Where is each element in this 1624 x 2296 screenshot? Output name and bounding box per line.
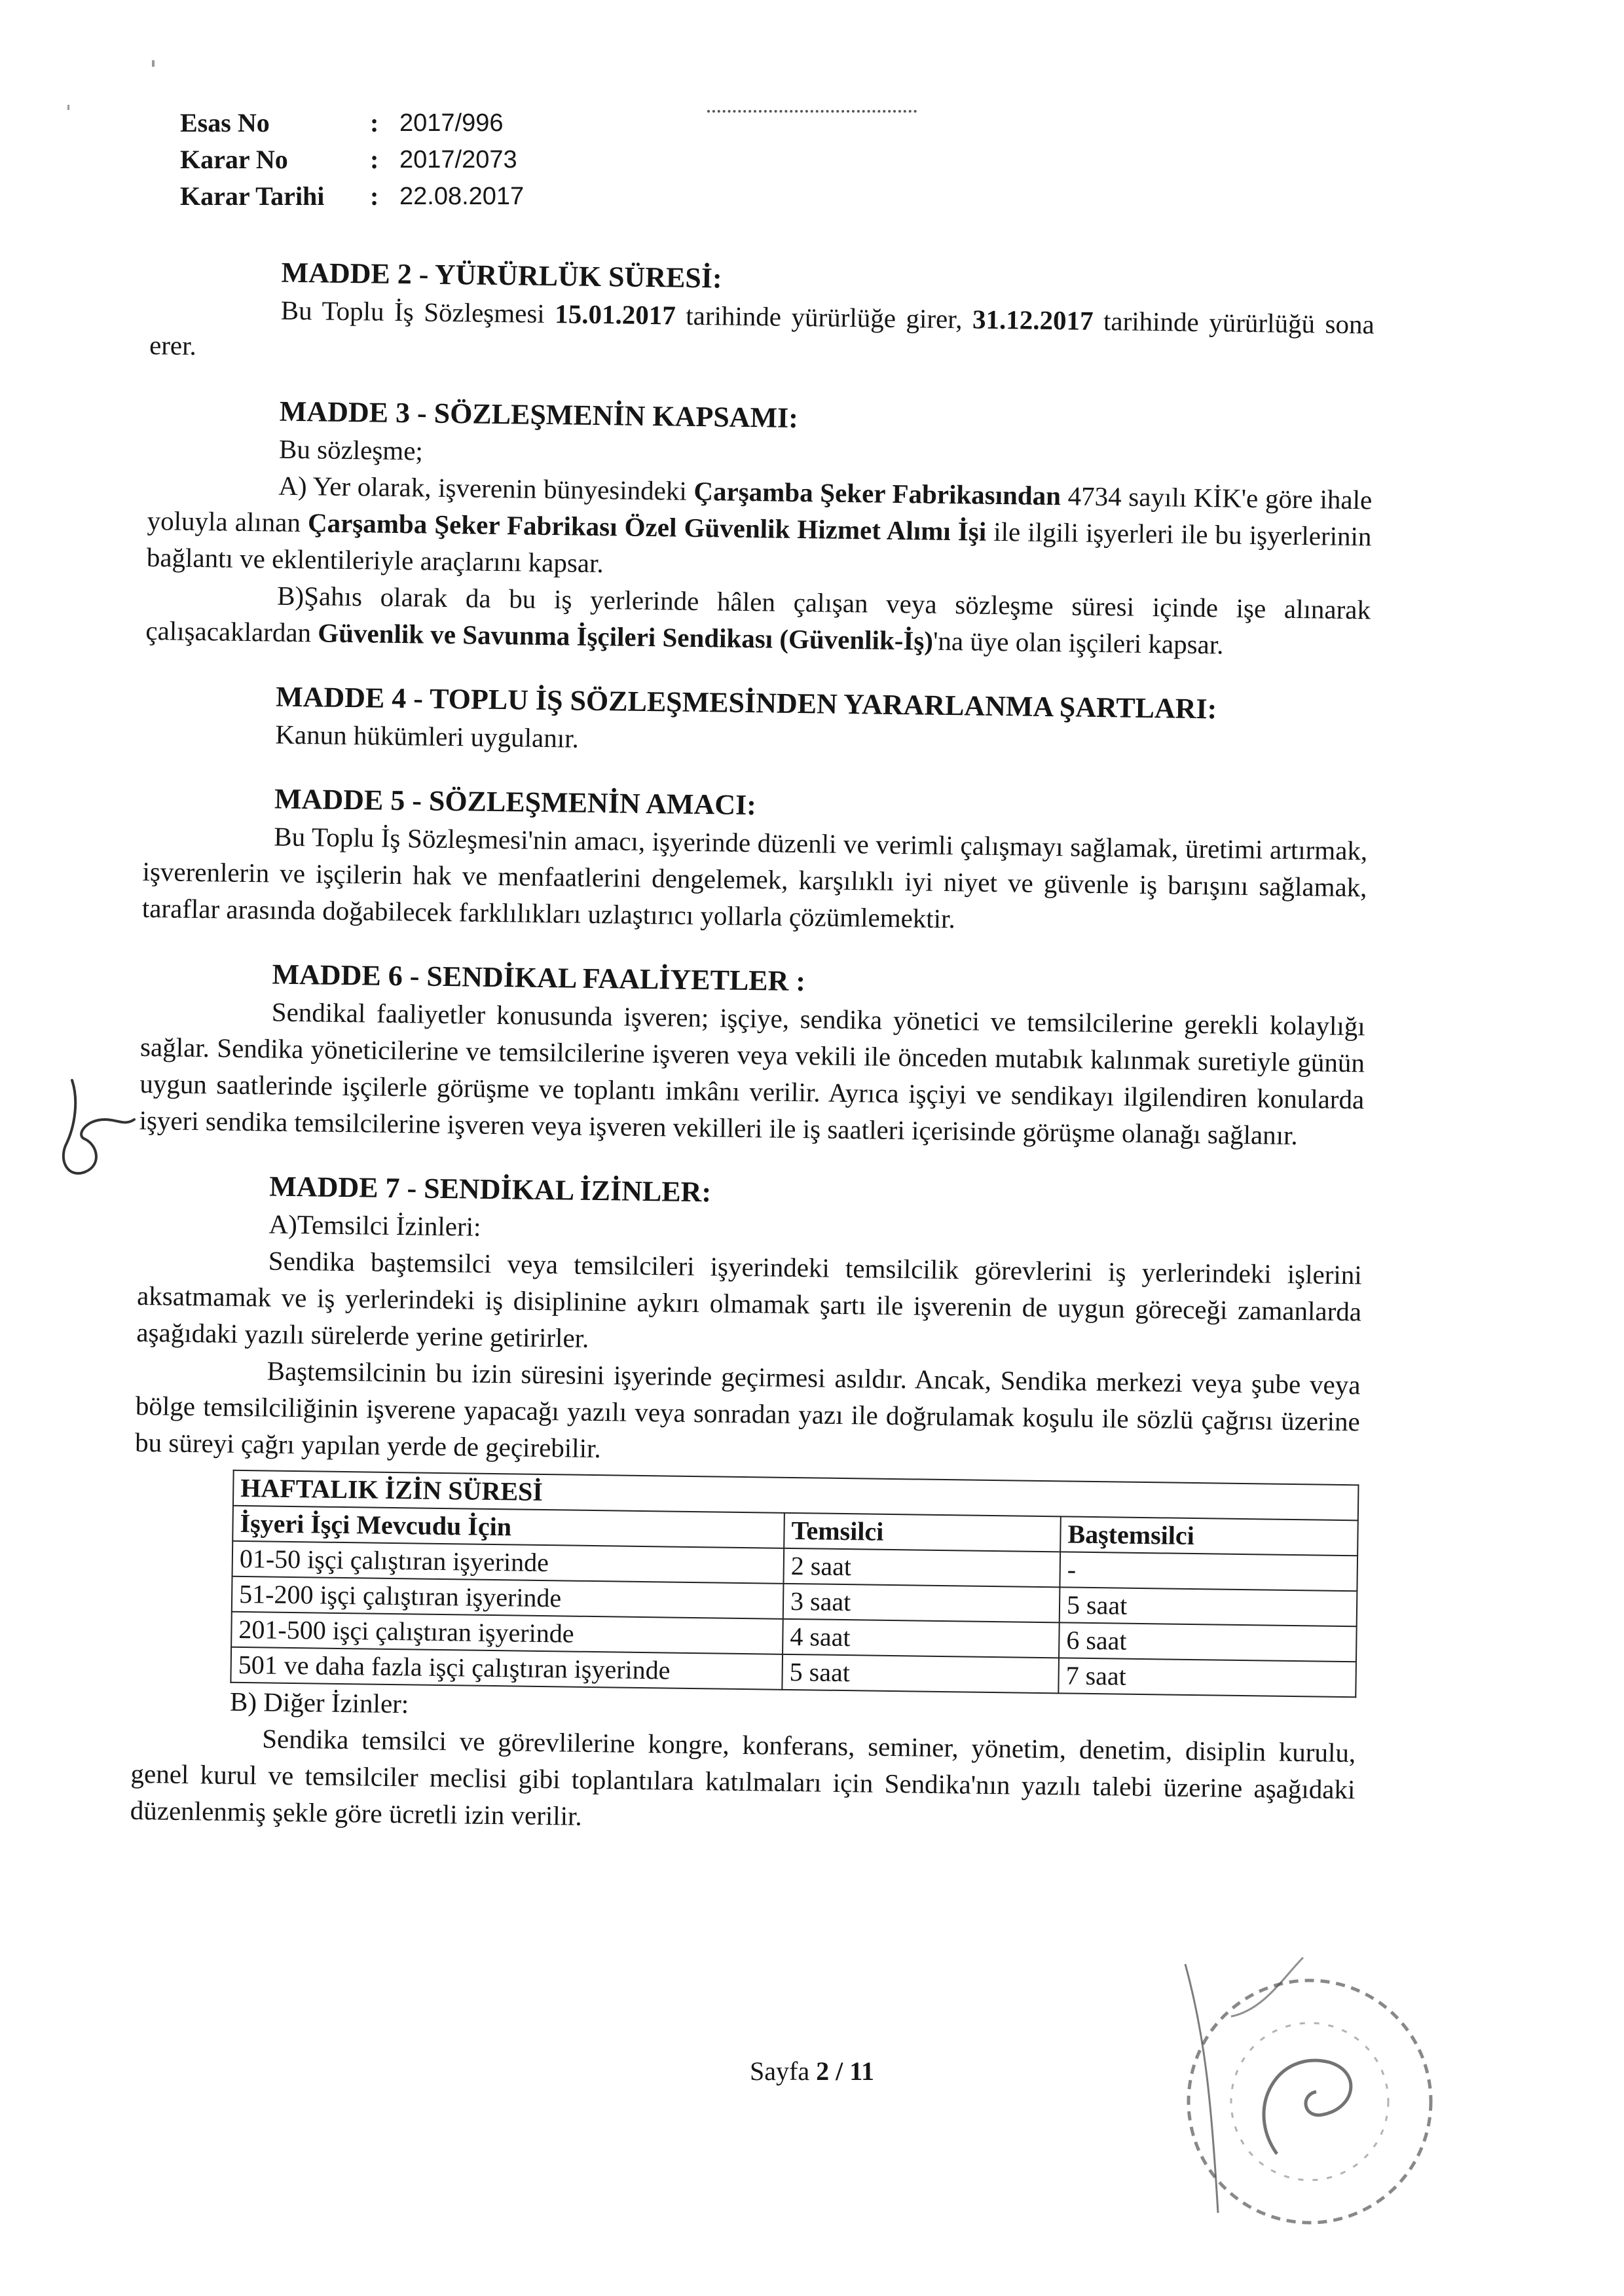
text-run: B)Şahıs olarak da bu iş yerlerinde hâlen çalışan veya sözleşme süresi içinde işe alınarak çalışacaklardan [145,580,1371,648]
header-representative: Temsilci [784,1513,1061,1552]
table-title: HAFTALIK İZİN SÜRESİ [233,1470,1359,1520]
table-cell: 5 saat [1060,1587,1357,1626]
article-3-a [147,465,1373,591]
table-cell: 7 saat [1058,1658,1356,1697]
article-6 [139,954,1366,1154]
karar-no-value: 2017/2073 [399,146,517,173]
separator: : [370,108,379,137]
table-cell: 51-200 işçi çalıştıran işyerinde [232,1576,784,1619]
page-footer [0,2056,1624,2086]
bold-run: Güvenlik ve Savunma İşçileri Sendikası (Güvenlik-İş) [318,617,934,656]
text-run: tarihinde yürürlüğü sona erer. [149,305,1375,361]
scan-mark [67,105,69,110]
header-chief-representative: Baştemsilci [1060,1516,1358,1556]
case-meta [180,105,524,215]
esas-no-label: Esas No [180,108,270,137]
table-cell: 501 ve daha fazla işçi çalıştıran işyerinde [231,1647,783,1690]
karar-no-label: Karar No [180,145,288,174]
article-7-p3: Sendika temsilci ve görevlilerine kongre, konferans, seminer, yönetim, denetim, disiplin kurulu, genel kurul ve temsilciler meclisi gibi toplantılara katılmaları için Sendika'nın yazılı talebi üzerine aşağıdaki düzenlenmiş şekle göre ücretli izin verilir. [130,1723,1356,1831]
scan-scratch [707,110,917,115]
table-cell: 4 saat [783,1619,1060,1658]
article-4-title: MADDE 4 - TOPLU İŞ SÖZLEŞMESİNDEN YARARLANMA ŞARTLARI: [275,680,1217,725]
article-7-sub-a: A)Temsilci İzinleri: [268,1209,481,1242]
article-3-intro: Bu sözleşme; [278,433,424,466]
table-cell: 201-500 işçi çalıştıran işyerinde [231,1612,783,1654]
article-7-p1: Sendika baştemsilci veya temsilcileri işyerindeki temsilcilik görevlerini iş yerlerindeki işlerini aksatmamak ve iş yerlerindeki iş disiplinine aykırı olmamak şartı ile işverenin de uygun göreceği zamanlarda aşağıdaki yazılı sürelerde yerine getirirler. [136,1245,1363,1353]
page-number: 2 / 11 [816,2056,874,2086]
table-cell: - [1060,1552,1357,1591]
article-3-b [145,575,1371,665]
union-stamp [1113,1938,1480,2239]
table-cell: 3 saat [783,1584,1060,1623]
text-run: tarihinde yürürlüğe girer, [675,300,973,335]
karar-tarihi-value: 22.08.2017 [399,183,525,210]
text-run: 4734 sayılı KİK'e göre ihale yoluyla alınan [147,481,1373,538]
end-date: 31.12.2017 [972,304,1094,336]
table-cell: 6 saat [1059,1622,1357,1662]
article-2-text [149,290,1375,379]
article-3-title: MADDE 3 - SÖZLEŞMENİN KAPSAMI: [279,395,799,434]
karar-tarihi-label: Karar Tarihi [180,181,325,211]
bold-run: Çarşamba Şeker Fabrikasından [693,475,1061,511]
leave-table-wrapper [230,1470,1359,1698]
article-7-sub-b: B) Diğer İzinler: [229,1686,409,1719]
article-2 [149,252,1375,379]
text-run: Bu Toplu İş Sözleşmesi [280,295,555,329]
page-label: Sayfa [750,2056,817,2086]
text-run: ile ilgili işyerleri ile bu işyerlerinin bağlantı ve eklentileriyle araçlarını kapsar. [146,516,1372,579]
document-body [130,252,1375,1844]
karar-tarihi-row [180,178,524,215]
text-run: 'na üye olan işçileri kapsar. [932,625,1224,660]
start-date: 15.01.2017 [554,299,676,331]
karar-no-row [180,141,524,178]
text-run: A) Yer olarak, işverenin bünyesindeki [278,470,694,506]
article-2-title: MADDE 2 - YÜRÜRLÜK SÜRESİ: [281,256,722,295]
signature-mark [46,1074,144,1185]
separator: : [370,181,379,211]
article-4 [144,676,1369,767]
header-workforce: İşyeri İşçi Mevcudu İçin [232,1506,784,1548]
article-5-text: Bu Toplu İş Sözleşmesi'nin amacı, işyerinde düzenli ve verimli çalışmayı sağlamak, üretimi artırmak, işverenlerin ve işçilerin hak ve menfaatlerini dengelemek, karşılıklı iyi niyet ve güvenle iş barışını sağlamak, taraflar arasında doğabilecek farklılıkları uzlaştırıcı yollarla çözümlemektir. [141,821,1368,934]
esas-no-row [180,105,524,141]
article-7 [130,1166,1363,1844]
separator: : [370,145,379,174]
table-cell: 01-50 işçi çalıştıran işyerinde [232,1541,784,1584]
article-4-text: Kanun hükümleri uygulanır. [275,719,580,754]
esas-no-value: 2017/996 [399,109,504,137]
bold-run: Çarşamba Şeker Fabrikası Özel Güvenlik Hizmet Alımı İşi [307,507,987,547]
scan-mark [152,60,155,67]
article-6-title: MADDE 6 - SENDİKAL FAALİYETLER : [272,958,806,998]
weekly-leave-table [230,1470,1359,1698]
article-5-title: MADDE 5 - SÖZLEŞMENİN AMACI: [274,782,757,822]
article-7-p2: Baştemsilcinin bu izin süresini işyerinde geçirmesi asıldır. Ancak, Sendika merkezi veya şube veya bölge temsilciliğinin işverene yapacağı yazılı veya sonradan yazı ile doğrulamak koşulu ile sözlü çağrısı üzerine bu süreyi çağrı yapılan yerde de geçirebilir. [134,1355,1361,1464]
table-cell: 2 saat [783,1548,1060,1588]
article-3 [145,391,1373,665]
article-7-title: MADDE 7 - SENDİKAL İZİNLER: [269,1170,712,1209]
table-cell: 5 saat [782,1654,1059,1694]
article-5 [142,778,1369,942]
article-6-text: Sendikal faaliyetler konusunda işveren; işçiye, sendika yönetici ve temsilcilerine gerekli kolaylığı sağlar. Sendika yöneticilerine ve temsilcilerine işveren veya vekili ile önceden mutabık kalınmak suretiyle günün uygun saatlerinde işçilerle görüşme ve toplantı imkânı verilir. Ayrıca işçiyi ve sendikayı ilgilendiren konularda işyeri sendika temsilcilerine işveren veya işveren vekilleri ile iş saatleri içerisinde görüşme olanağı sağlanır. [139,996,1365,1151]
